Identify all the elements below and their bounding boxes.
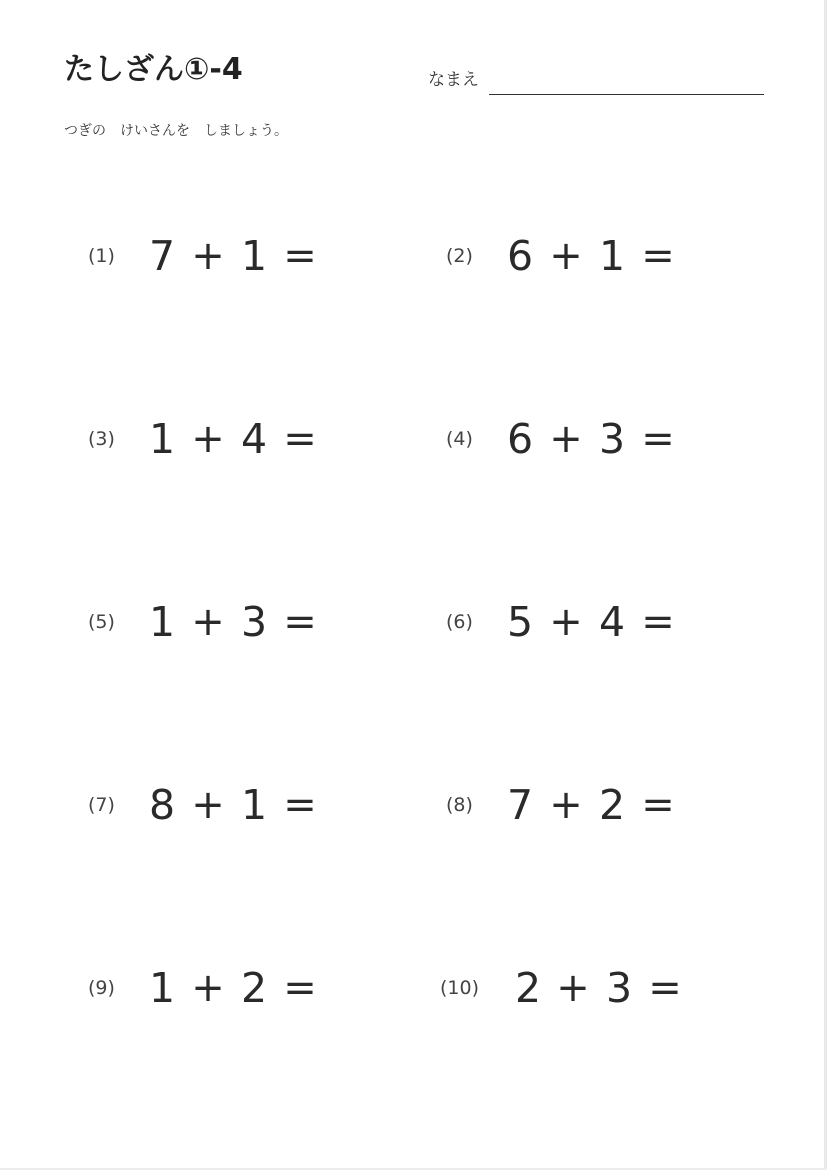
problem-6 (446, 592, 766, 652)
plus-sign: + (191, 233, 225, 279)
plus-sign: + (556, 965, 590, 1011)
second-operand: 1 (240, 232, 268, 280)
second-operand: 4 (240, 415, 268, 463)
plus-sign: + (549, 599, 583, 645)
problem-number: (5) (88, 611, 115, 633)
second-operand: 1 (240, 781, 268, 829)
equals-sign: = (641, 599, 675, 645)
problem-number: (8) (446, 794, 473, 816)
second-operand: 2 (240, 964, 268, 1012)
first-operand: 6 (506, 232, 534, 280)
plus-sign: + (191, 965, 225, 1011)
plus-sign: + (549, 416, 583, 462)
problem-number: (6) (446, 611, 473, 633)
problem-number: (7) (88, 794, 115, 816)
second-operand: 1 (598, 232, 626, 280)
problem-number: (10) (440, 977, 480, 999)
first-operand: 7 (506, 781, 534, 829)
name-field-area[interactable] (428, 66, 768, 98)
second-operand: 3 (605, 964, 633, 1012)
plus-sign: + (549, 233, 583, 279)
problem-2 (446, 226, 766, 286)
problem-8 (446, 775, 766, 835)
equals-sign: = (641, 416, 675, 462)
first-operand: 1 (148, 964, 176, 1012)
instruction-text: つぎの けいさんを しましょう。 (64, 123, 288, 139)
first-operand: 5 (506, 598, 534, 646)
plus-sign: + (191, 416, 225, 462)
plus-sign: + (191, 599, 225, 645)
first-operand: 1 (148, 415, 176, 463)
equals-sign: = (283, 965, 317, 1011)
plus-sign: + (549, 782, 583, 828)
equals-sign: = (283, 782, 317, 828)
first-operand: 6 (506, 415, 534, 463)
problem-number: (4) (446, 428, 473, 450)
problem-number: (3) (88, 428, 115, 450)
equals-sign: = (283, 233, 317, 279)
equals-sign: = (641, 233, 675, 279)
equals-sign: = (648, 965, 682, 1011)
equals-sign: = (641, 782, 675, 828)
name-label: なまえ (428, 70, 479, 90)
problem-10 (440, 958, 760, 1018)
name-underline[interactable] (489, 94, 764, 95)
first-operand: 8 (148, 781, 176, 829)
problem-number: (1) (88, 245, 115, 267)
equals-sign: = (283, 416, 317, 462)
equals-sign: = (283, 599, 317, 645)
second-operand: 4 (598, 598, 626, 646)
problem-3 (88, 409, 408, 469)
first-operand: 1 (148, 598, 176, 646)
worksheet-title: たしざん①-4 (64, 52, 243, 87)
problem-5 (88, 592, 408, 652)
problem-9 (88, 958, 408, 1018)
problem-1 (88, 226, 408, 286)
plus-sign: + (191, 782, 225, 828)
first-operand: 2 (514, 964, 542, 1012)
problem-number: (2) (446, 245, 473, 267)
second-operand: 3 (240, 598, 268, 646)
problem-number: (9) (88, 977, 115, 999)
problem-4 (446, 409, 766, 469)
problem-7 (88, 775, 408, 835)
second-operand: 3 (598, 415, 626, 463)
first-operand: 7 (148, 232, 176, 280)
second-operand: 2 (598, 781, 626, 829)
